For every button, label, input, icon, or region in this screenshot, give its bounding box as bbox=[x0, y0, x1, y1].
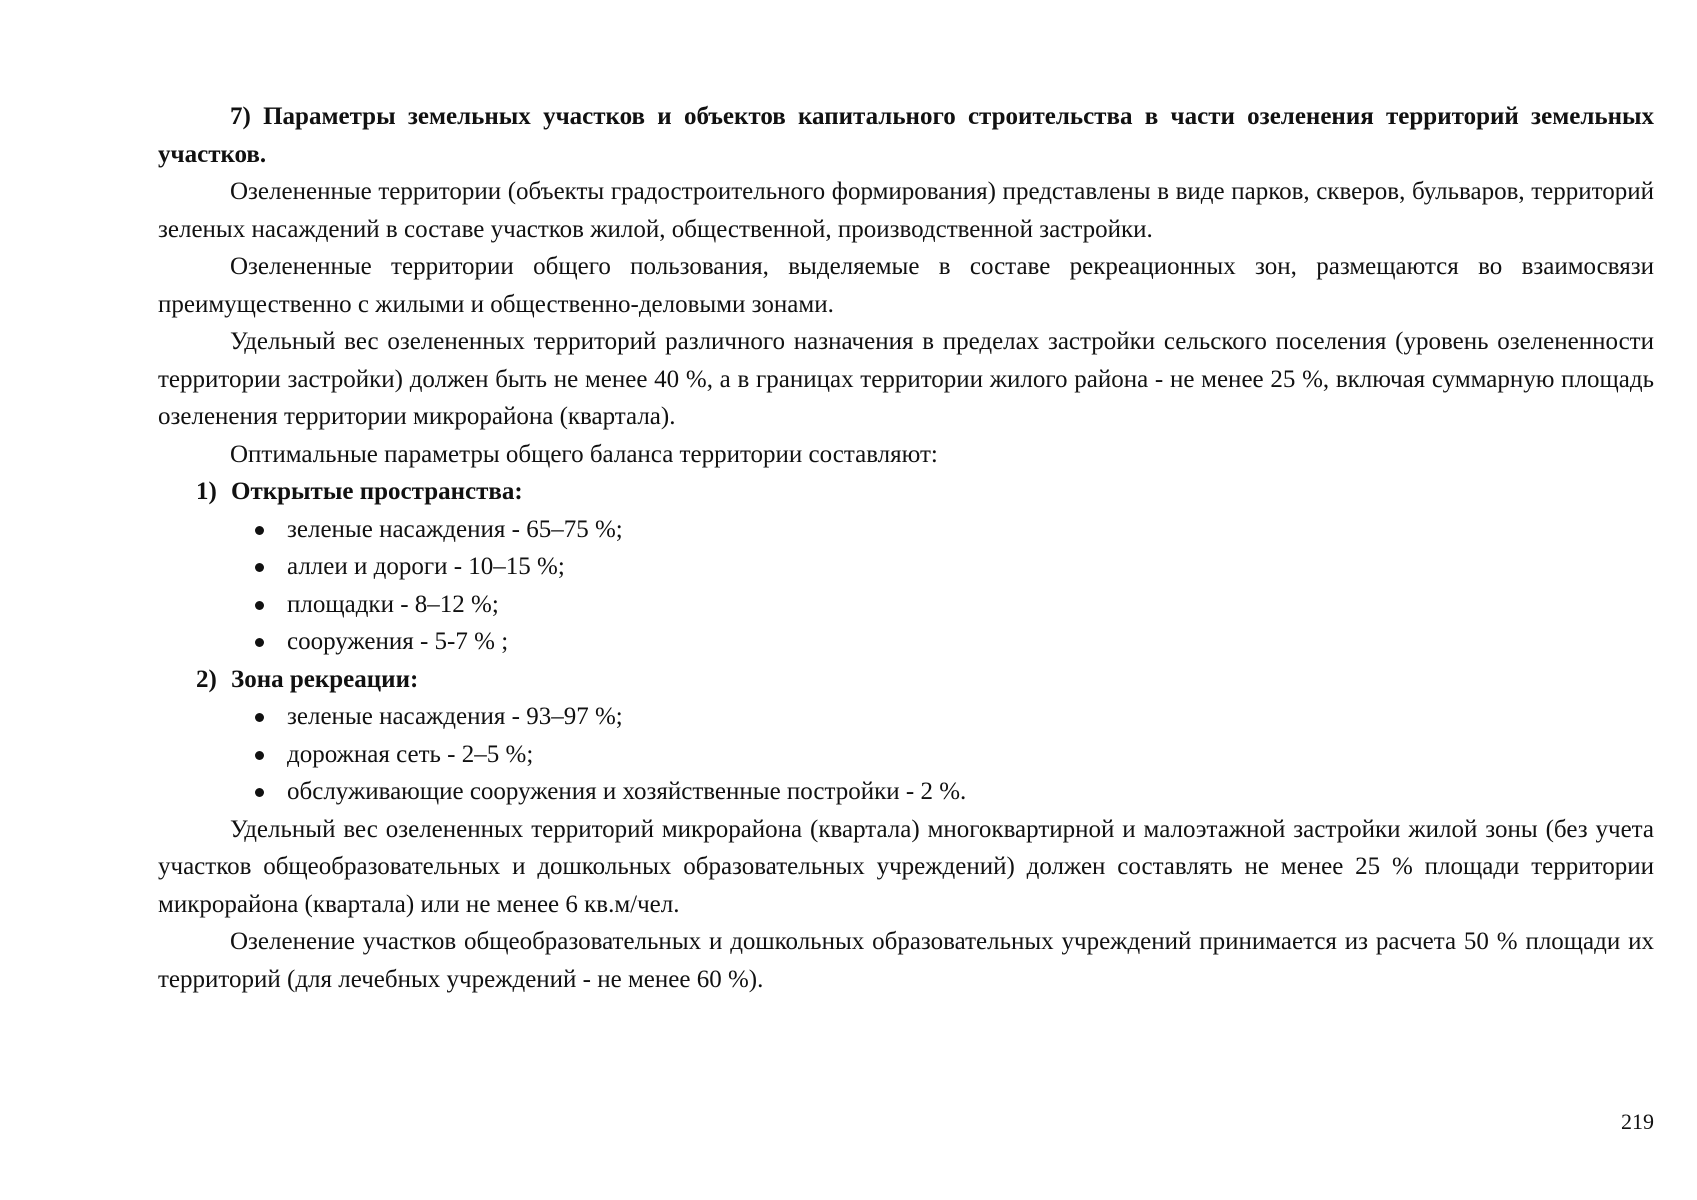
paragraph-school-green-share: Озеленение участков общеобразовательных и дошкольных образовательных учреждений принимается из расчета 50 % площади их территорий (для лечебных учреждений - не менее 60 %). bbox=[158, 928, 1654, 993]
list-item: сооружения - 5-7 % ; bbox=[158, 623, 1654, 661]
list-item: зеленые насаждения - 65–75 %; bbox=[158, 511, 1654, 549]
bullet-dot-icon bbox=[255, 751, 264, 760]
paragraph-green-share: Удельный вес озелененных территорий различного назначения в пределах застройки сельского поселения (уровень озелененности территории застройки) должен быть не менее 40 %, а в границах территории жилого района - не менее 25 %, включая суммарную площадь озеленения территории микрорайона (квартала). bbox=[158, 328, 1654, 430]
section-recreation-zone bbox=[158, 661, 1654, 811]
section-heading: 7) Параметры земельных участков и объектов капитального строительства в части озеленения территорий земельных участков. bbox=[158, 103, 1654, 168]
page-number: 219 bbox=[1621, 1109, 1654, 1134]
section-open-spaces bbox=[158, 473, 1654, 661]
document-page bbox=[158, 98, 1654, 998]
bullet-dot-icon bbox=[255, 788, 264, 797]
paragraph-public-green-areas: Озелененные территории общего пользования, выделяемые в составе рекреационных зон, размещаются во взаимосвязи преимущественно с жилыми и общественно-деловыми зонами. bbox=[158, 253, 1654, 318]
list-item: обслуживающие сооружения и хозяйственные постройки - 2 %. bbox=[158, 773, 1654, 811]
list-item: зеленые насаждения - 93–97 %; bbox=[158, 698, 1654, 736]
section-title: Открытые пространства: bbox=[231, 478, 523, 505]
bullet-list bbox=[158, 511, 1654, 661]
bullet-dot-icon bbox=[255, 601, 264, 610]
paragraph-microdistrict-green-share: Удельный вес озелененных территорий микрорайона (квартала) многоквартирной и малоэтажной застройки жилой зоны (без учета участков общеобразовательных и дошкольных образовательных учреждений) должен составлять не менее 25 % площади территории микрорайона (квартала) или не менее 6 кв.м/чел. bbox=[158, 815, 1654, 918]
bullet-dot-icon bbox=[255, 563, 264, 572]
list-item: площадки - 8–12 %; bbox=[158, 586, 1654, 624]
section-title: Зона рекреации: bbox=[231, 665, 419, 693]
bullet-dot-icon bbox=[255, 638, 264, 647]
bullet-dot-icon bbox=[255, 526, 264, 535]
bullet-list bbox=[158, 698, 1654, 811]
paragraph-green-areas-types: Озелененные территории (объекты градостроительного формирования) представлены в виде парков, скверов, бульваров, территорий зеленых насаждений в составе участков жилой, общественной, производственной застройки. bbox=[158, 178, 1654, 243]
list-item: аллеи и дороги - 10–15 %; bbox=[158, 548, 1654, 586]
bullet-dot-icon bbox=[255, 713, 264, 722]
section-number: 2) bbox=[196, 665, 217, 693]
paragraph-balance-intro: Оптимальные параметры общего баланса территории составляют: bbox=[230, 440, 938, 468]
section-number: 1) bbox=[196, 478, 217, 505]
list-item: дорожная сеть - 2–5 %; bbox=[158, 736, 1654, 774]
